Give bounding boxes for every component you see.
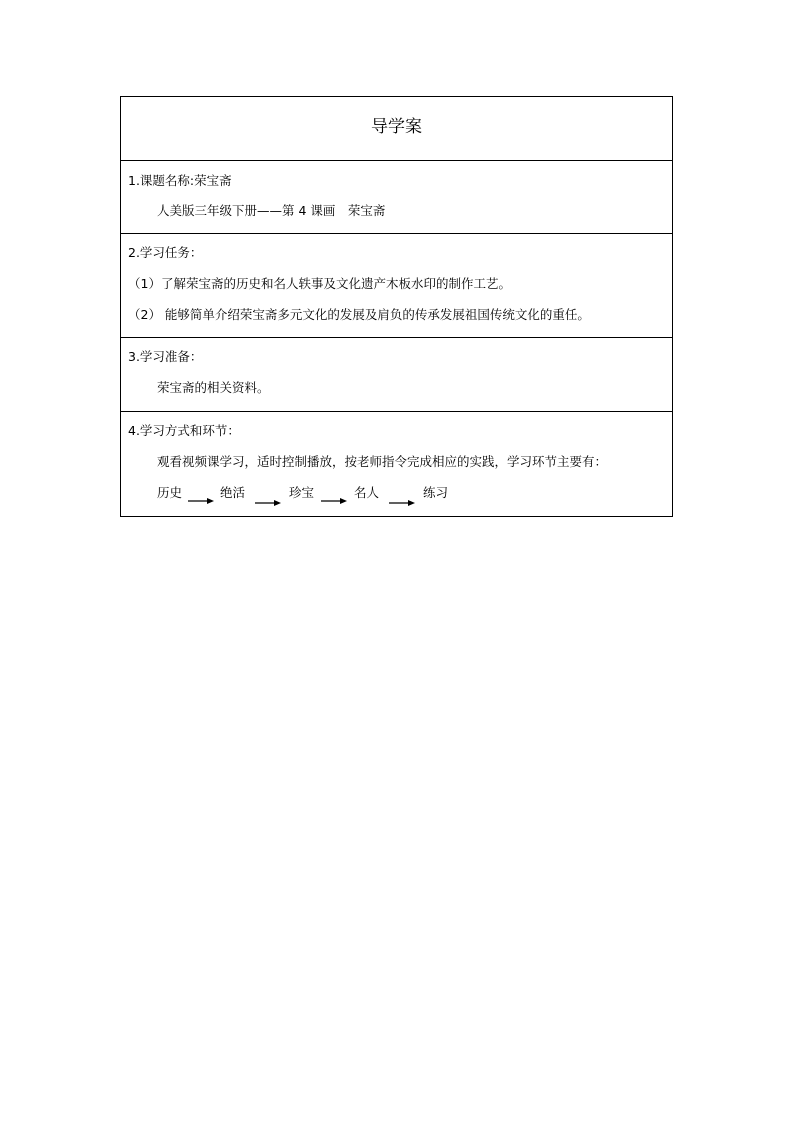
- section-method: [121, 411, 672, 516]
- flow-step-treasure: 珍宝: [289, 485, 315, 500]
- section-preparation: [121, 337, 672, 411]
- flow-step-celebrities: 名人: [354, 485, 380, 500]
- flow-step-practice: 练习: [423, 485, 449, 500]
- flow-step-history: 历史: [157, 485, 183, 500]
- task-item-1: （1）了解荣宝斋的历史和名人轶事及文化遗产木板水印的制作工艺。: [128, 276, 511, 291]
- topic-detail: 人美版三年级下册——第 4 课画 荣宝斋: [157, 203, 386, 218]
- method-heading: 4.学习方式和环节：: [128, 423, 240, 438]
- title-row: [121, 97, 672, 160]
- preparation-heading: 3.学习准备：: [128, 349, 203, 364]
- task-item-2: （2） 能够简单介绍荣宝斋多元文化的发展及肩负的传承发展祖国传统文化的重任。: [128, 307, 590, 322]
- topic-heading: 1.课题名称:荣宝斋: [128, 173, 232, 188]
- method-detail: 观看视频课学习，适时控制播放，按老师指令完成相应的实践，学习环节主要有：: [157, 454, 608, 469]
- arrow-right-icon: [321, 496, 347, 506]
- arrow-right-icon: [389, 498, 415, 508]
- section-topic: [121, 160, 672, 233]
- flow-step-skill: 绝活: [220, 485, 246, 500]
- tasks-heading: 2.学习任务：: [128, 245, 203, 260]
- arrow-right-icon: [255, 498, 281, 508]
- study-guide-table: [120, 96, 673, 517]
- document-title: 导学案: [371, 117, 422, 137]
- section-tasks: [121, 233, 672, 337]
- preparation-detail: 荣宝斋的相关资料。: [157, 380, 270, 395]
- arrow-right-icon: [188, 496, 214, 506]
